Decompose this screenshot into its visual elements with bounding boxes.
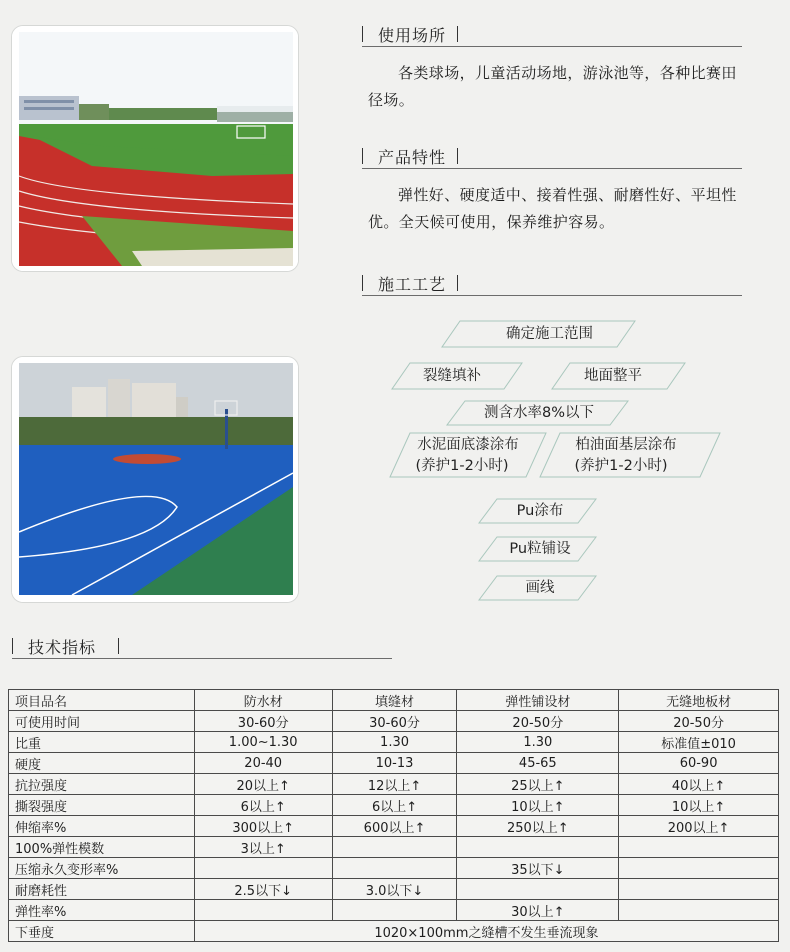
flow-step-asphalt: 柏油面基层涂布 xyxy=(575,437,677,453)
cell xyxy=(457,879,619,900)
header-waterproof: 防水材 xyxy=(194,690,332,711)
cell: 200以上↑ xyxy=(619,816,779,837)
table-row xyxy=(9,858,779,879)
usage-heading xyxy=(362,22,742,48)
row-label: 耐磨耗性 xyxy=(9,879,195,900)
cell: 10以上↑ xyxy=(619,795,779,816)
cell: 10-13 xyxy=(332,753,457,774)
row-label: 弹性率% xyxy=(9,900,195,921)
cell: 3.0以下↓ xyxy=(332,879,457,900)
cell: 250以上↑ xyxy=(457,816,619,837)
cell xyxy=(194,900,332,921)
cell: 35以下↓ xyxy=(457,858,619,879)
table-row xyxy=(9,753,779,774)
court-photo xyxy=(11,356,299,603)
cell: 标准值±010 xyxy=(619,732,779,753)
flow-step-scope: 确定施工范围 xyxy=(506,326,593,342)
row-label: 撕裂强度 xyxy=(9,795,195,816)
table-row xyxy=(9,774,779,795)
table-row xyxy=(9,795,779,816)
cell: 1.30 xyxy=(457,732,619,753)
sag-value: 1020×100mm之缝槽不发生垂流现象 xyxy=(194,921,778,942)
table-row xyxy=(9,879,779,900)
flow-step-asphalt-cure: (养护1-2小时) xyxy=(574,458,668,474)
cell: 40以上↑ xyxy=(619,774,779,795)
cell: 20-50分 xyxy=(619,711,779,732)
cell: 600以上↑ xyxy=(332,816,457,837)
cell: 12以上↑ xyxy=(332,774,457,795)
cell: 30-60分 xyxy=(194,711,332,732)
features-text: 弹性好、硬度适中、接着性强、耐磨性好、平坦性优。全天候可使用，保养维护容易。 xyxy=(368,186,737,231)
sag-label: 下垂度 xyxy=(9,921,195,942)
row-label: 比重 xyxy=(9,732,195,753)
flow-step-pu-granule: Pu粒铺设 xyxy=(509,541,571,557)
cell: 45-65 xyxy=(457,753,619,774)
row-label: 压缩永久变形率% xyxy=(9,858,195,879)
usage-title: 使用场所 xyxy=(378,26,447,45)
cell: 20-50分 xyxy=(457,711,619,732)
cell: 6以上↑ xyxy=(194,795,332,816)
cell xyxy=(619,879,779,900)
usage-text: 各类球场，儿童活动场地，游泳池等，各种比赛田径场。 xyxy=(368,64,737,109)
cell xyxy=(332,900,457,921)
flow-step-pu-coat: Pu涂布 xyxy=(516,503,564,519)
cell: 60-90 xyxy=(619,753,779,774)
cell: 1.30 xyxy=(332,732,457,753)
cell xyxy=(619,900,779,921)
cell xyxy=(619,837,779,858)
flow-step-level: 地面整平 xyxy=(584,368,642,384)
cell: 25以上↑ xyxy=(457,774,619,795)
cell xyxy=(332,837,457,858)
row-label: 100%弹性模数 xyxy=(9,837,195,858)
flow-step-crack: 裂缝填补 xyxy=(423,368,481,384)
cell xyxy=(194,858,332,879)
cell: 1.00~1.30 xyxy=(194,732,332,753)
row-label: 抗拉强度 xyxy=(9,774,195,795)
header-item: 项目品名 xyxy=(9,690,195,711)
table-row xyxy=(9,900,779,921)
cell: 20-40 xyxy=(194,753,332,774)
row-label: 硬度 xyxy=(9,753,195,774)
spec-header-row xyxy=(9,690,779,711)
specs-title: 技术指标 xyxy=(28,638,97,657)
cell xyxy=(332,858,457,879)
flow-step-moisture: 测含水率8%以下 xyxy=(483,405,594,421)
table-row xyxy=(9,816,779,837)
specs-heading xyxy=(12,634,392,660)
flow-step-cement: 水泥面底漆涂布 xyxy=(417,437,519,453)
cell xyxy=(619,858,779,879)
flow-step-marking: 画线 xyxy=(525,580,555,596)
cell: 20以上↑ xyxy=(194,774,332,795)
row-label: 可使用时间 xyxy=(9,711,195,732)
cell: 6以上↑ xyxy=(332,795,457,816)
spec-table xyxy=(8,689,779,942)
flow-step-cement-cure: (养护1-2小时) xyxy=(415,458,509,474)
table-row xyxy=(9,921,779,942)
track-photo xyxy=(11,25,299,272)
features-title: 产品特性 xyxy=(378,148,447,167)
cell: 300以上↑ xyxy=(194,816,332,837)
table-row xyxy=(9,711,779,732)
table-row xyxy=(9,732,779,753)
row-label: 伸缩率% xyxy=(9,816,195,837)
cell: 2.5以下↓ xyxy=(194,879,332,900)
header-elastic: 弹性铺设材 xyxy=(457,690,619,711)
process-title: 施工工艺 xyxy=(378,275,447,294)
features-heading xyxy=(362,144,742,170)
header-seamless: 无缝地板材 xyxy=(619,690,779,711)
cell: 30以上↑ xyxy=(457,900,619,921)
table-row xyxy=(9,837,779,858)
cell: 3以上↑ xyxy=(194,837,332,858)
header-filler: 填缝材 xyxy=(332,690,457,711)
cell xyxy=(457,837,619,858)
process-heading xyxy=(362,271,742,297)
cell: 30-60分 xyxy=(332,711,457,732)
cell: 10以上↑ xyxy=(457,795,619,816)
